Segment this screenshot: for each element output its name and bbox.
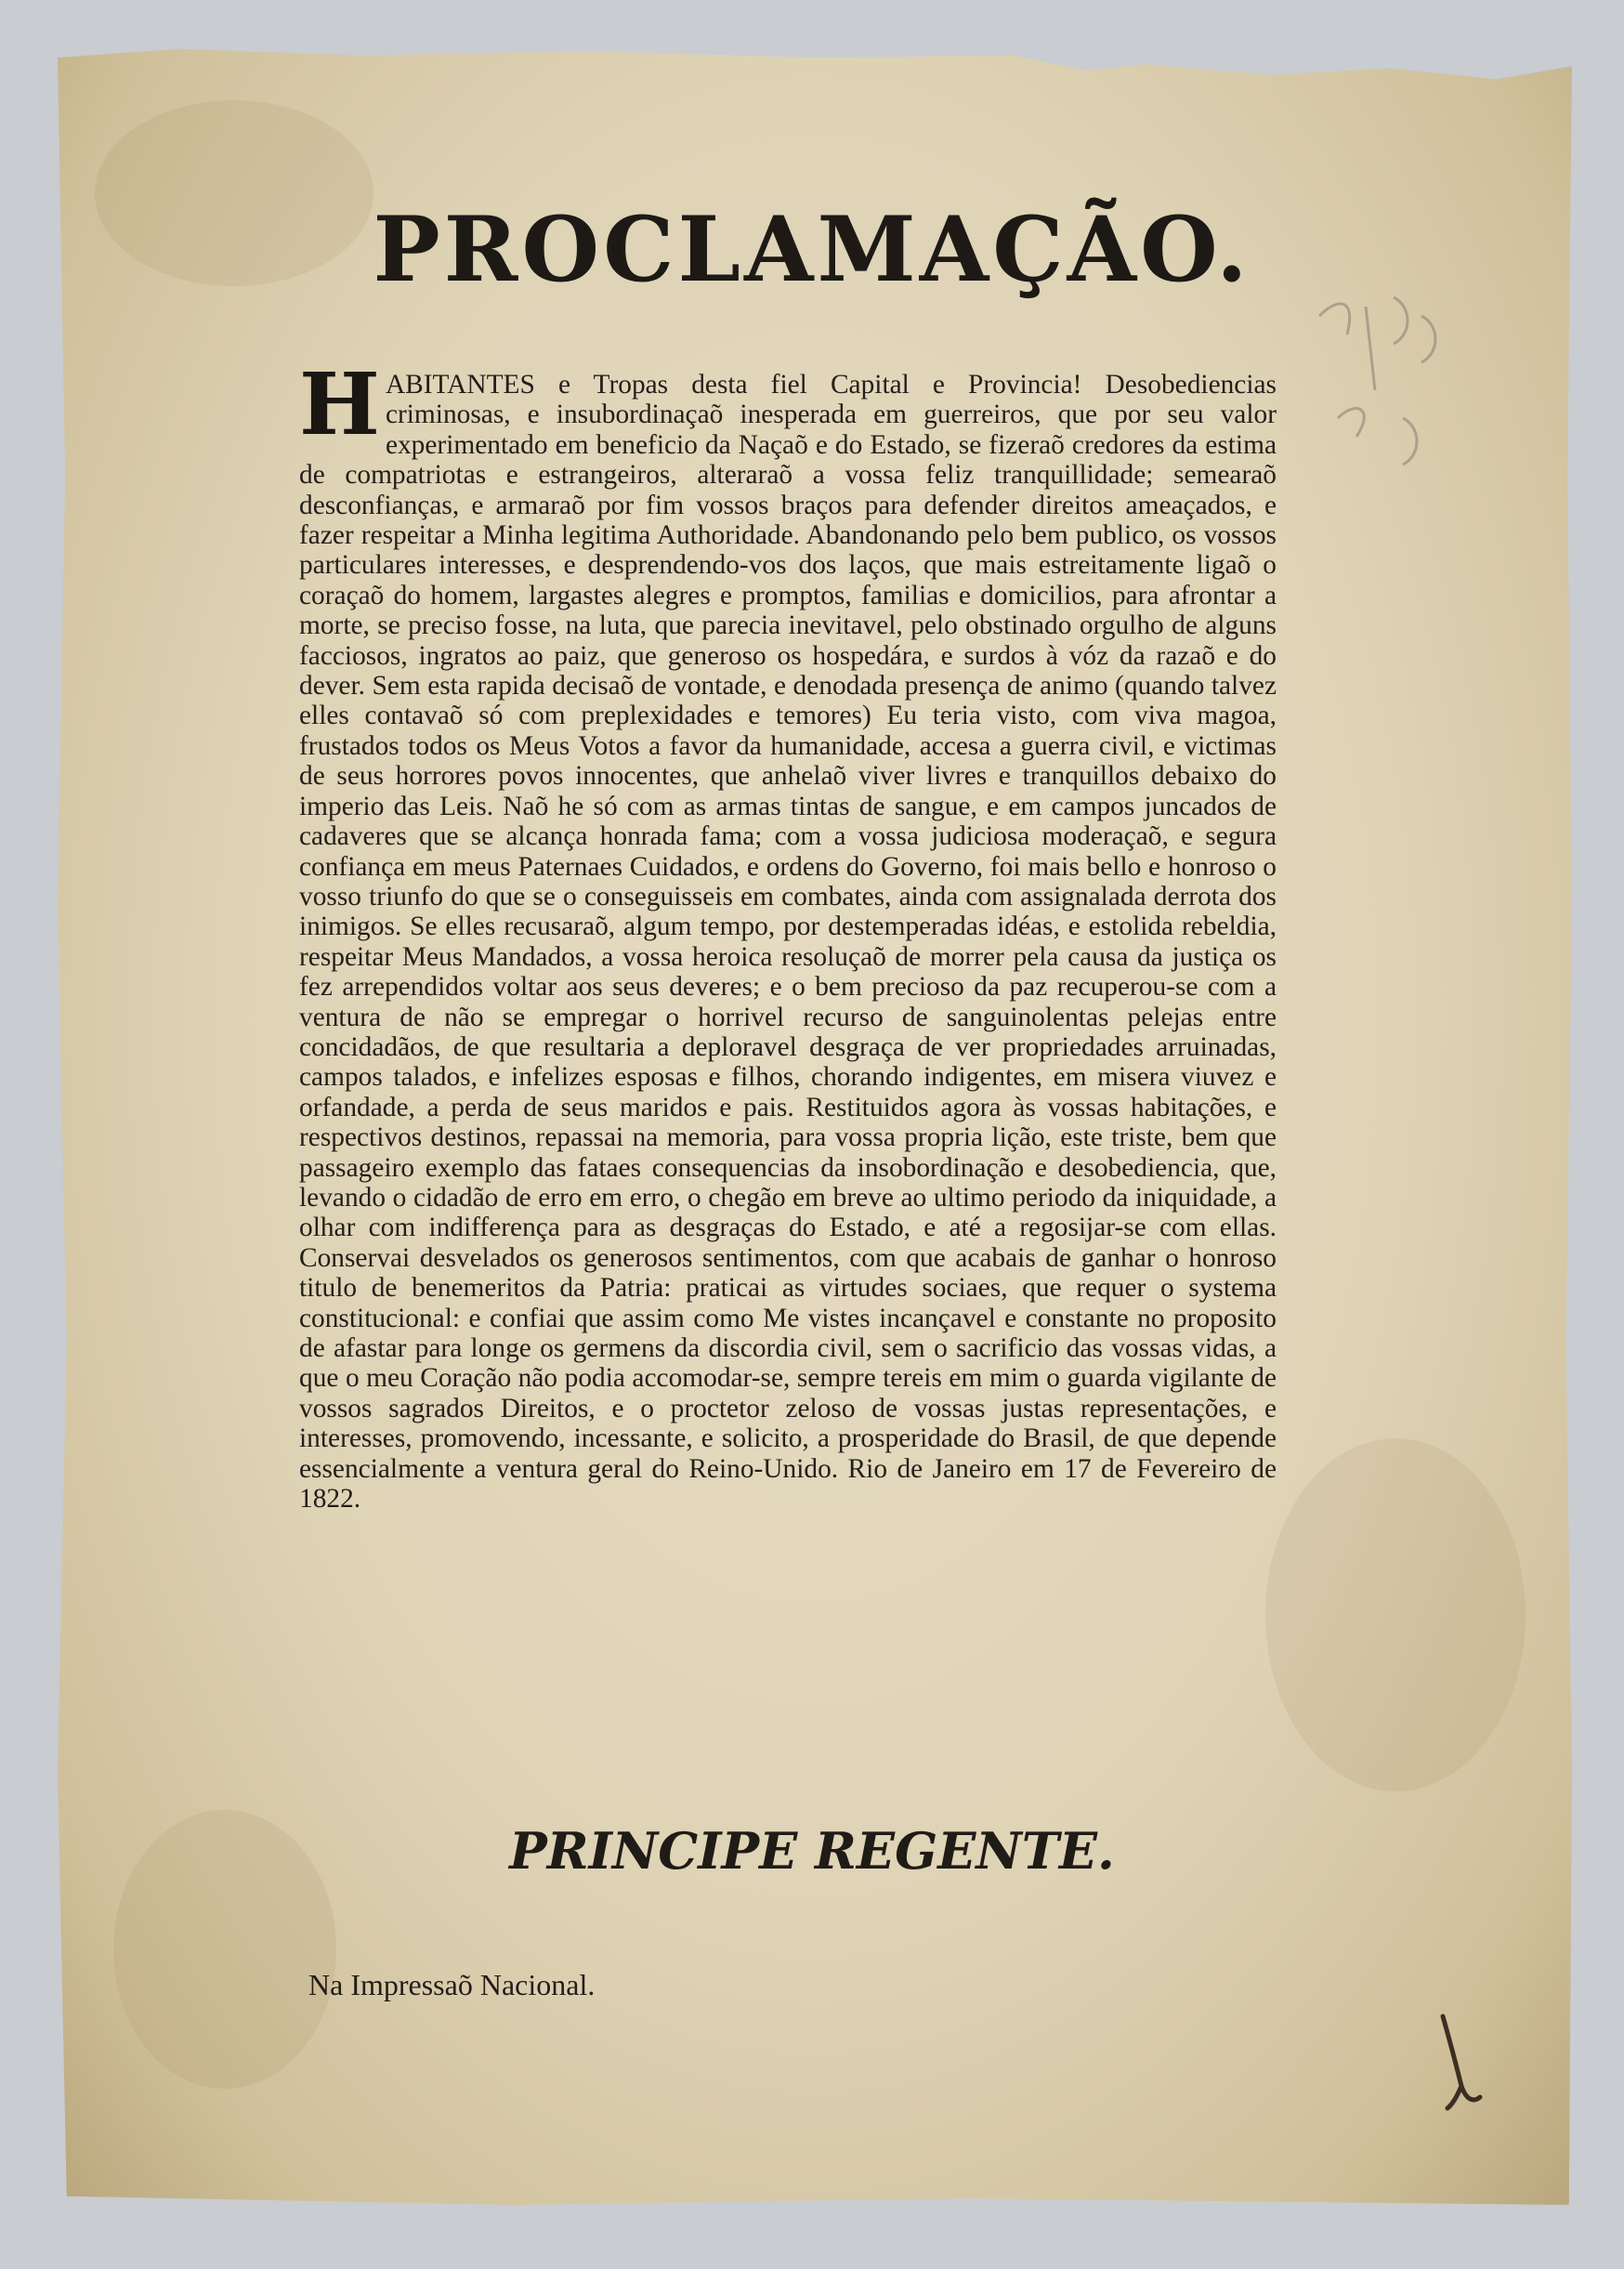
signature: PRINCIPE REGENTE. (509, 1821, 1115, 1881)
pencil-annotation-icon (1301, 279, 1477, 492)
document-title: PROCLAMAÇÃO. (373, 197, 1251, 302)
drop-cap: H (299, 354, 380, 454)
proclamation-body (299, 354, 1277, 1515)
paper-stain (1265, 1438, 1526, 1791)
ink-tick-mark-icon (1429, 2012, 1485, 2114)
body-text: ABITANTES e Tropas desta fiel Capital e Provincia! Desobediencias criminosas, e insubordinaçaõ inesperada em guerreiros, que por seu valor experimentado em beneficio da Naçaõ e do Estado, se fizeraõ credores da estima de compatriotas e estrangeiros, alteraraõ a vossa feliz tranquillidade; semearaõ desconfianças, e armaraõ por fim vossos braços para defender direitos ameaçados, e fazer respeitar a Minha legitima Authoridade. Abandonando pelo bem publico, os vossos particulares interesses, e desprendendo-vos dos laços, que mais estreitamente ligaõ o coraçaõ do homem, largastes alegres e promptos, familias e domicilios, para afrontar a morte, se preciso fosse, na luta, que parecia inevitavel, pelo obstinado orgulho de alguns facciosos, ingratos ao paiz, que generoso os hospedára, e surdos à vóz da razaõ e do dever. Sem esta rapida decisaõ de vontade, e denodada presença de animo (quando talvez elles contavaõ só com preplexidades e temores) Eu teria visto, com viva magoa, frustados todos os Meus Votos a favor da humanidade, accesa a guerra civil, e victimas de seus horrores povos innocentes, que anhelaõ viver livres e tranquillos debaixo do imperio das Leis. Naõ he só com as armas tintas de sangue, e em campos juncados de cadaveres que se alcança honrada fama; com a vossa judiciosa moderaçaõ, e segura confiança em meus Paternaes Cuidados, e ordens do Governo, foi mais bello e honroso o vosso triunfo do que se o conseguisseis em combates, ainda com assignalada derrota dos inimigos. Se elles recusaraõ, algum tempo, por destemperadas idéas, e estolida rebeldia, respeitar Meus Mandados, a vossa heroica resoluçaõ de morrer pela causa da justiça os fez arrependidos voltar aos seus deveres; e o bem precioso da paz recuperou-se com a ventura de não se empregar o horrivel recurso de sanguinolentas pelejas entre concidadãos, de que resultaria a deploravel desgraça de ver propriedades arruinadas, campos talados, e infelizes esposas e filhos, chorando indigentes, em misera viuvez e orfandade, a perda de seus maridos e pais. Restituidos agora às vossas habitações, e respectivos destinos, repassai na memoria, para vossa propria lição, este triste, bem que passageiro exemplo das fataes consequencias da insobordinação e desobediencia, que, levando o cidadão de erro em erro, o chegão em breve ao ultimo periodo da iniquidade, a olhar com indifferença para as desgraças do Estado, e até a regosijar-se com ellas. Conservai desvelados os generosos sentimentos, com que acabais de ganhar o honroso titulo de benemeritos da Patria: praticai as virtudes sociaes, que requer o systema constitucional: e confiai que assim como Me vistes incançavel e constante no proposito de afastar para longe os germens da discordia civil, sem o sacrificio das vossas vidas, a que o meu Coração não podia accomodar-se, sempre tereis em mim o guarda vigilante de vossos sagrados Direitos, e o proctetor zeloso de vossas justas representações, e interesses, promovendo, incessante, e solicito, a prosperidade do Brasil, de que depende essencialmente a ventura geral do Reino-Unido. Rio de Janeiro em 17 de Fevereiro de 1822. (299, 370, 1277, 1515)
imprint: Na Impressaõ Nacional. (308, 1968, 596, 2001)
